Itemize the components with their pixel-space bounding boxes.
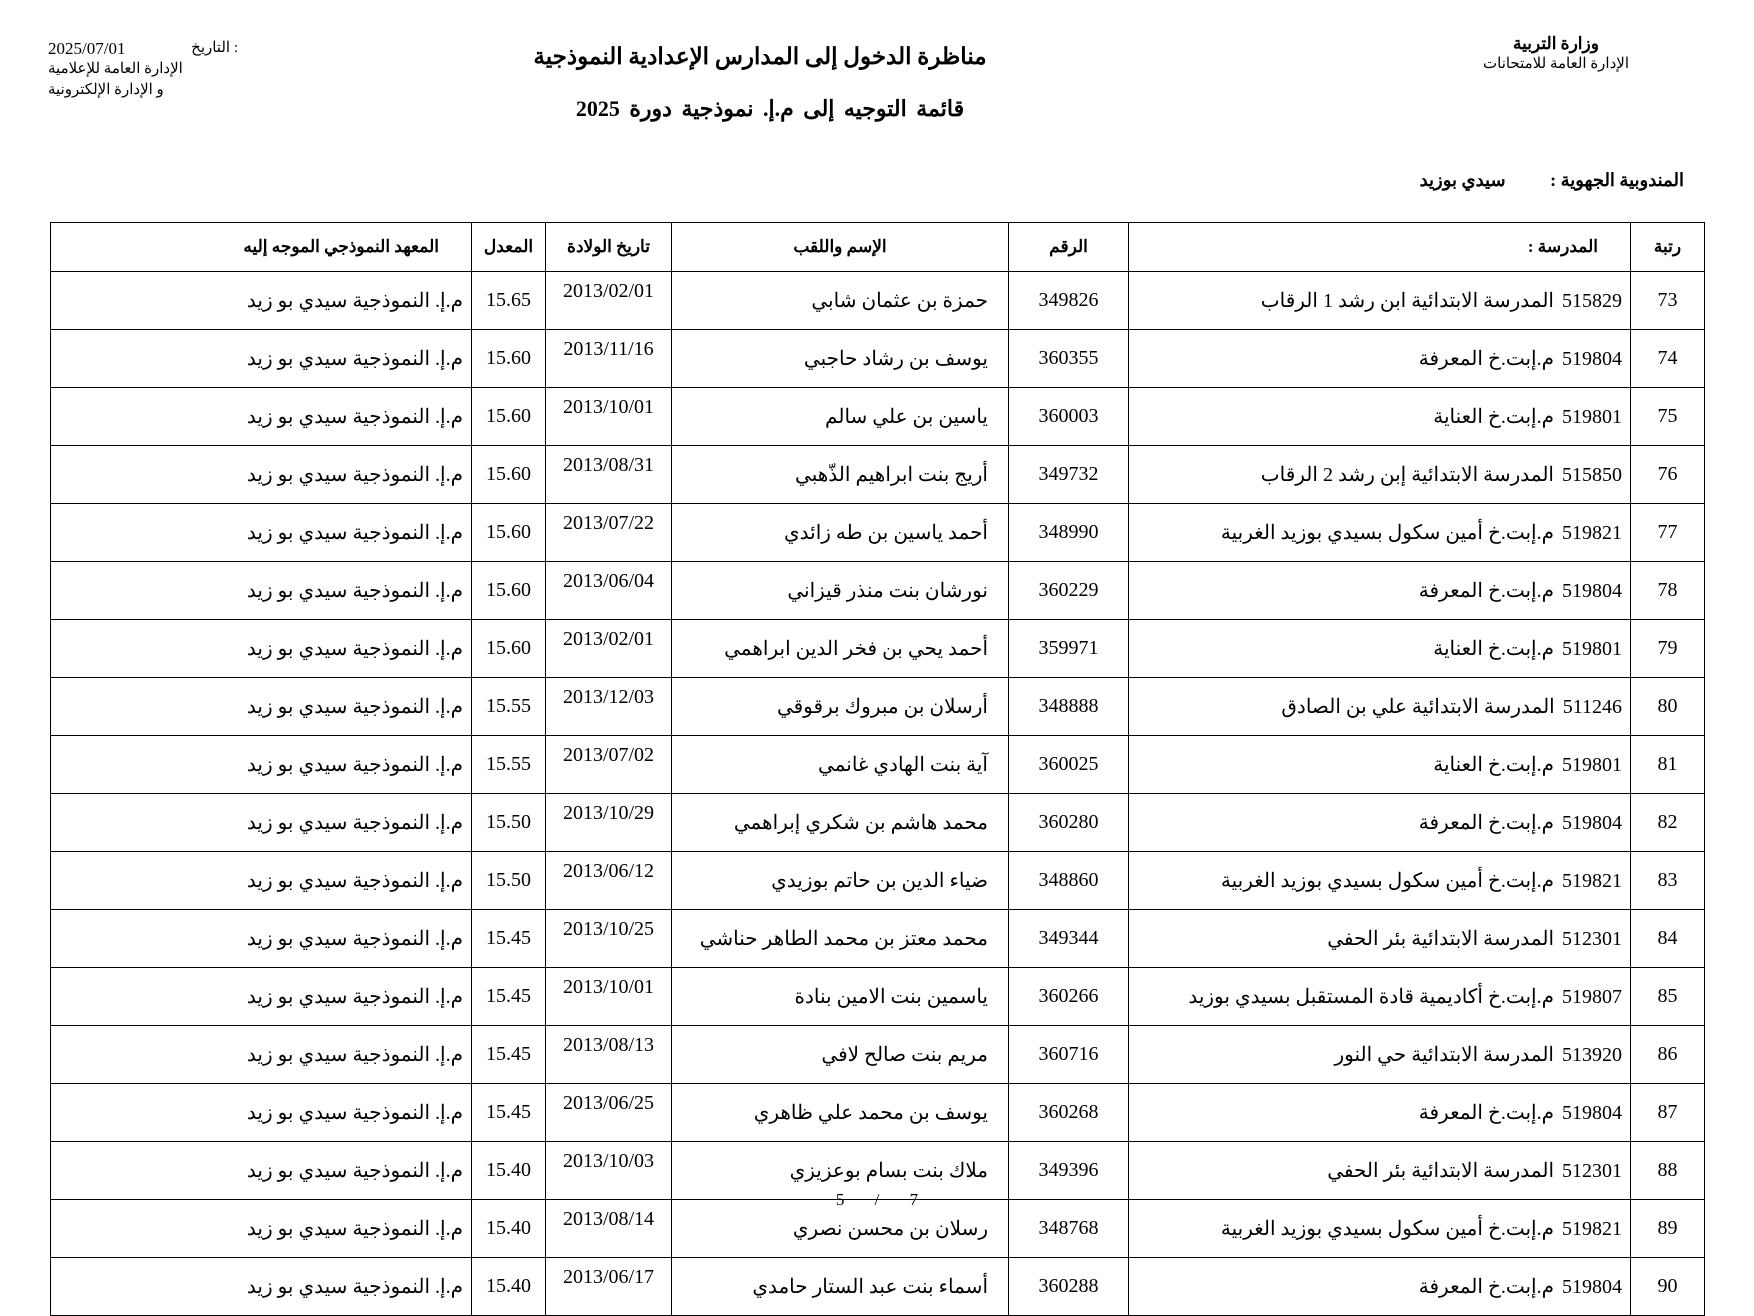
ministry-name: وزارة التربية <box>1513 34 1599 53</box>
table-row <box>51 562 1705 620</box>
school-code: 511246 <box>1562 696 1622 718</box>
table-row <box>51 330 1705 388</box>
cell-number: 360268 <box>1009 1084 1129 1142</box>
cell-number: 349732 <box>1009 446 1129 504</box>
cell-name: أحمد يحي بن فخر الدين ابراهمي <box>672 620 1009 678</box>
cell-institute: م.إ. النموذجية سيدي بو زيد <box>51 1200 472 1258</box>
cell-name: أحمد ياسين بن طه زائدي <box>672 504 1009 562</box>
cell-number: 349826 <box>1009 272 1129 330</box>
cell-school <box>1129 736 1631 794</box>
table-row <box>51 736 1705 794</box>
cell-number: 360288 <box>1009 1258 1129 1316</box>
cell-institute: م.إ. النموذجية سيدي بو زيد <box>51 446 472 504</box>
school-name: م.إبت.خ المعرفة <box>1418 812 1554 834</box>
cell-institute: م.إ. النموذجية سيدي بو زيد <box>51 1026 472 1084</box>
cell-dob: 2013/02/01 <box>546 620 672 678</box>
cell-dob: 2013/10/01 <box>546 968 672 1026</box>
cell-number: 349396 <box>1009 1142 1129 1200</box>
cell-number: 348768 <box>1009 1200 1129 1258</box>
cell-name: مريم بنت صالح لافي <box>672 1026 1009 1084</box>
cell-average: 15.40 <box>472 1200 546 1258</box>
cell-school <box>1129 620 1631 678</box>
cell-average: 15.60 <box>472 388 546 446</box>
school-name: م.إبت.خ أمين سكول بسيدي بوزيد الغربية <box>1220 1218 1554 1240</box>
school-name: م.إبت.خ العناية <box>1433 638 1554 660</box>
cell-school <box>1129 910 1631 968</box>
cell-name: يوسف بن رشاد حاجبي <box>672 330 1009 388</box>
cell-institute: م.إ. النموذجية سيدي بو زيد <box>51 910 472 968</box>
table-row <box>51 1258 1705 1316</box>
cell-school <box>1129 388 1631 446</box>
date-row <box>48 38 238 59</box>
school-name: م.إبت.خ المعرفة <box>1418 348 1554 370</box>
school-name: م.إبت.خ العناية <box>1433 406 1554 428</box>
cell-institute: م.إ. النموذجية سيدي بو زيد <box>51 272 472 330</box>
header-rank: رتبة <box>1631 223 1705 272</box>
header-right-block <box>1446 34 1666 74</box>
cell-rank: 85 <box>1631 968 1705 1026</box>
cell-dob: 2013/10/25 <box>546 910 672 968</box>
cell-school <box>1129 272 1631 330</box>
cell-rank: 74 <box>1631 330 1705 388</box>
table-row <box>51 678 1705 736</box>
cell-rank: 83 <box>1631 852 1705 910</box>
school-code: 519804 <box>1562 812 1622 834</box>
cell-dob: 2013/07/22 <box>546 504 672 562</box>
school-name: المدرسة الابتدائية بئر الحفي <box>1327 928 1554 950</box>
table-row <box>51 794 1705 852</box>
school-name: م.إبت.خ أمين سكول بسيدي بوزيد الغربية <box>1220 522 1554 544</box>
cell-average: 15.50 <box>472 852 546 910</box>
cell-rank: 90 <box>1631 1258 1705 1316</box>
table-row <box>51 620 1705 678</box>
page-separator: / <box>874 1190 880 1209</box>
cell-school <box>1129 562 1631 620</box>
cell-name: ملاك بنت بسام بوعزيزي <box>672 1142 1009 1200</box>
cell-name: أسماء بنت عبد الستار حامدي <box>672 1258 1009 1316</box>
cell-rank: 87 <box>1631 1084 1705 1142</box>
cell-school <box>1129 1258 1631 1316</box>
cell-dob: 2013/08/31 <box>546 446 672 504</box>
cell-name: أرسلان بن مبروك برقوقي <box>672 678 1009 736</box>
school-code: 513920 <box>1562 1044 1622 1066</box>
page-current: 5 <box>835 1190 845 1209</box>
header-school: المدرسة : <box>1129 223 1631 272</box>
cell-institute: م.إ. النموذجية سيدي بو زيد <box>51 620 472 678</box>
cell-dob: 2013/02/01 <box>546 272 672 330</box>
cell-number: 348860 <box>1009 852 1129 910</box>
school-code: 519804 <box>1562 580 1622 602</box>
header-name: الإسم واللقب <box>672 223 1009 272</box>
cell-name: ضياء الدين بن حاتم بوزيدي <box>672 852 1009 910</box>
cell-average: 15.45 <box>472 1026 546 1084</box>
school-code: 515829 <box>1562 290 1622 312</box>
cell-rank: 80 <box>1631 678 1705 736</box>
left-line-informatics: الإدارة العامة للإعلامية <box>48 61 183 77</box>
cell-average: 15.60 <box>472 330 546 388</box>
cell-rank: 73 <box>1631 272 1705 330</box>
page-indicator <box>0 1190 1754 1210</box>
cell-dob: 2013/10/03 <box>546 1142 672 1200</box>
school-code: 519821 <box>1562 1218 1622 1240</box>
school-code: 519804 <box>1562 348 1622 370</box>
header-dob: تاريخ الولادة <box>546 223 672 272</box>
school-code: 519821 <box>1562 870 1622 892</box>
cell-average: 15.45 <box>472 1084 546 1142</box>
cell-rank: 76 <box>1631 446 1705 504</box>
cell-average: 15.65 <box>472 272 546 330</box>
cell-number: 360266 <box>1009 968 1129 1026</box>
region-label: المندوبية الجهوية : <box>1550 170 1684 190</box>
cell-school <box>1129 794 1631 852</box>
cell-dob: 2013/10/29 <box>546 794 672 852</box>
cell-school <box>1129 1026 1631 1084</box>
cell-rank: 77 <box>1631 504 1705 562</box>
cell-institute: م.إ. النموذجية سيدي بو زيد <box>51 852 472 910</box>
table-body <box>51 272 1705 1316</box>
table-row <box>51 852 1705 910</box>
table-row <box>51 968 1705 1026</box>
cell-rank: 82 <box>1631 794 1705 852</box>
school-name: م.إبت.خ المعرفة <box>1418 1276 1554 1298</box>
cell-name: آية بنت الهادي غانمي <box>672 736 1009 794</box>
cell-number: 360025 <box>1009 736 1129 794</box>
cell-average: 15.55 <box>472 678 546 736</box>
school-code: 519801 <box>1562 638 1622 660</box>
cell-rank: 79 <box>1631 620 1705 678</box>
cell-institute: م.إ. النموذجية سيدي بو زيد <box>51 504 472 562</box>
cell-institute: م.إ. النموذجية سيدي بو زيد <box>51 968 472 1026</box>
cell-dob: 2013/08/14 <box>546 1200 672 1258</box>
school-code: 519804 <box>1562 1102 1622 1124</box>
cell-dob: 2013/07/02 <box>546 736 672 794</box>
cell-number: 348990 <box>1009 504 1129 562</box>
school-name: م.إبت.خ أكاديمية قادة المستقبل بسيدي بوزيد <box>1188 986 1554 1008</box>
date-value: 2025/07/01 <box>48 39 126 58</box>
school-code: 519804 <box>1562 1276 1622 1298</box>
results-table <box>50 222 1705 1316</box>
school-code: 519807 <box>1562 986 1622 1008</box>
cell-dob: 2013/08/13 <box>546 1026 672 1084</box>
cell-institute: م.إ. النموذجية سيدي بو زيد <box>51 1142 472 1200</box>
school-name: م.إبت.خ المعرفة <box>1418 1102 1554 1124</box>
table-row <box>51 1026 1705 1084</box>
department-name: الإدارة العامة للامتحانات <box>1483 56 1629 72</box>
cell-name: نورشان بنت منذر قيزاني <box>672 562 1009 620</box>
date-label: التاريخ : <box>191 40 238 56</box>
cell-school <box>1129 446 1631 504</box>
cell-school <box>1129 504 1631 562</box>
region-value: سيدي بوزيد <box>1419 170 1506 190</box>
cell-dob: 2013/12/03 <box>546 678 672 736</box>
cell-number: 360716 <box>1009 1026 1129 1084</box>
school-code: 519801 <box>1562 406 1622 428</box>
region-line <box>1420 170 1684 191</box>
cell-average: 15.60 <box>472 562 546 620</box>
cell-number: 360280 <box>1009 794 1129 852</box>
school-name: م.إبت.خ المعرفة <box>1418 580 1554 602</box>
cell-average: 15.40 <box>472 1258 546 1316</box>
cell-institute: م.إ. النموذجية سيدي بو زيد <box>51 562 472 620</box>
table-row <box>51 272 1705 330</box>
cell-institute: م.إ. النموذجية سيدي بو زيد <box>51 736 472 794</box>
school-name: المدرسة الابتدائية ابن رشد 1 الرقاب <box>1260 290 1554 312</box>
header-left-block <box>48 38 238 101</box>
cell-number: 360355 <box>1009 330 1129 388</box>
table-row <box>51 446 1705 504</box>
cell-name: محمد معتز بن محمد الطاهر حناشي <box>672 910 1009 968</box>
cell-number: 349344 <box>1009 910 1129 968</box>
cell-rank: 78 <box>1631 562 1705 620</box>
cell-rank: 81 <box>1631 736 1705 794</box>
cell-rank: 84 <box>1631 910 1705 968</box>
cell-average: 15.50 <box>472 794 546 852</box>
table-row <box>51 910 1705 968</box>
cell-name: ياسمين بنت الامين بنادة <box>672 968 1009 1026</box>
school-code: 519801 <box>1562 754 1622 776</box>
cell-name: حمزة بن عثمان شابي <box>672 272 1009 330</box>
school-code: 512301 <box>1562 928 1622 950</box>
cell-average: 15.45 <box>472 968 546 1026</box>
cell-number: 360229 <box>1009 562 1129 620</box>
school-name: م.إبت.خ العناية <box>1433 754 1554 776</box>
table-row <box>51 1084 1705 1142</box>
page-total: 7 <box>909 1190 919 1209</box>
cell-school <box>1129 968 1631 1026</box>
cell-dob: 2013/11/16 <box>546 330 672 388</box>
page-title: مناظرة الدخول إلى المدارس الإعدادية النموذجية <box>533 44 987 69</box>
cell-institute: م.إ. النموذجية سيدي بو زيد <box>51 794 472 852</box>
cell-average: 15.60 <box>472 504 546 562</box>
school-name: المدرسة الابتدائية إبن رشد 2 الرقاب <box>1260 464 1554 486</box>
left-line-e-administration: و الإدارة الإلكترونية <box>48 82 164 98</box>
school-code: 512301 <box>1562 1160 1622 1182</box>
cell-dob: 2013/06/17 <box>546 1258 672 1316</box>
cell-dob: 2013/06/04 <box>546 562 672 620</box>
cell-name: ياسين بن علي سالم <box>672 388 1009 446</box>
cell-school <box>1129 1084 1631 1142</box>
cell-institute: م.إ. النموذجية سيدي بو زيد <box>51 388 472 446</box>
cell-dob: 2013/06/12 <box>546 852 672 910</box>
cell-number: 348888 <box>1009 678 1129 736</box>
cell-school <box>1129 330 1631 388</box>
cell-institute: م.إ. النموذجية سيدي بو زيد <box>51 330 472 388</box>
table-header-row <box>51 223 1705 272</box>
cell-average: 15.60 <box>472 446 546 504</box>
table-row <box>51 504 1705 562</box>
cell-average: 15.55 <box>472 736 546 794</box>
school-name: م.إبت.خ أمين سكول بسيدي بوزيد الغربية <box>1220 870 1554 892</box>
cell-institute: م.إ. النموذجية سيدي بو زيد <box>51 1084 472 1142</box>
cell-dob: 2013/06/25 <box>546 1084 672 1142</box>
cell-average: 15.40 <box>472 1142 546 1200</box>
cell-rank: 89 <box>1631 1200 1705 1258</box>
cell-institute: م.إ. النموذجية سيدي بو زيد <box>51 678 472 736</box>
school-code: 515850 <box>1562 464 1622 486</box>
cell-average: 15.45 <box>472 910 546 968</box>
header-number: الرقم <box>1009 223 1129 272</box>
cell-dob: 2013/10/01 <box>546 388 672 446</box>
cell-name: محمد هاشم بن شكري إبراهمي <box>672 794 1009 852</box>
school-name: المدرسة الابتدائية حي النور <box>1334 1044 1554 1066</box>
cell-school <box>1129 852 1631 910</box>
cell-rank: 88 <box>1631 1142 1705 1200</box>
cell-school <box>1129 678 1631 736</box>
cell-number: 359971 <box>1009 620 1129 678</box>
table-row <box>51 388 1705 446</box>
cell-name: أريج بنت ابراهيم الذّهبي <box>672 446 1009 504</box>
school-name: المدرسة الابتدائية بئر الحفي <box>1327 1160 1554 1182</box>
cell-average: 15.60 <box>472 620 546 678</box>
cell-number: 360003 <box>1009 388 1129 446</box>
header-average: المعدل <box>472 223 546 272</box>
page-subtitle: قائمة التوجيه إلى م.إ. نموذجية دورة 2025 <box>575 96 965 121</box>
cell-rank: 86 <box>1631 1026 1705 1084</box>
cell-name: رسلان بن محسن نصري <box>672 1200 1009 1258</box>
cell-name: يوسف بن محمد علي ظاهري <box>672 1084 1009 1142</box>
cell-rank: 75 <box>1631 388 1705 446</box>
cell-institute: م.إ. النموذجية سيدي بو زيد <box>51 1258 472 1316</box>
school-code: 519821 <box>1562 522 1622 544</box>
school-name: المدرسة الابتدائية علي بن الصادق <box>1281 696 1555 718</box>
header-institute: المعهد النموذجي الموجه إليه <box>51 223 472 272</box>
